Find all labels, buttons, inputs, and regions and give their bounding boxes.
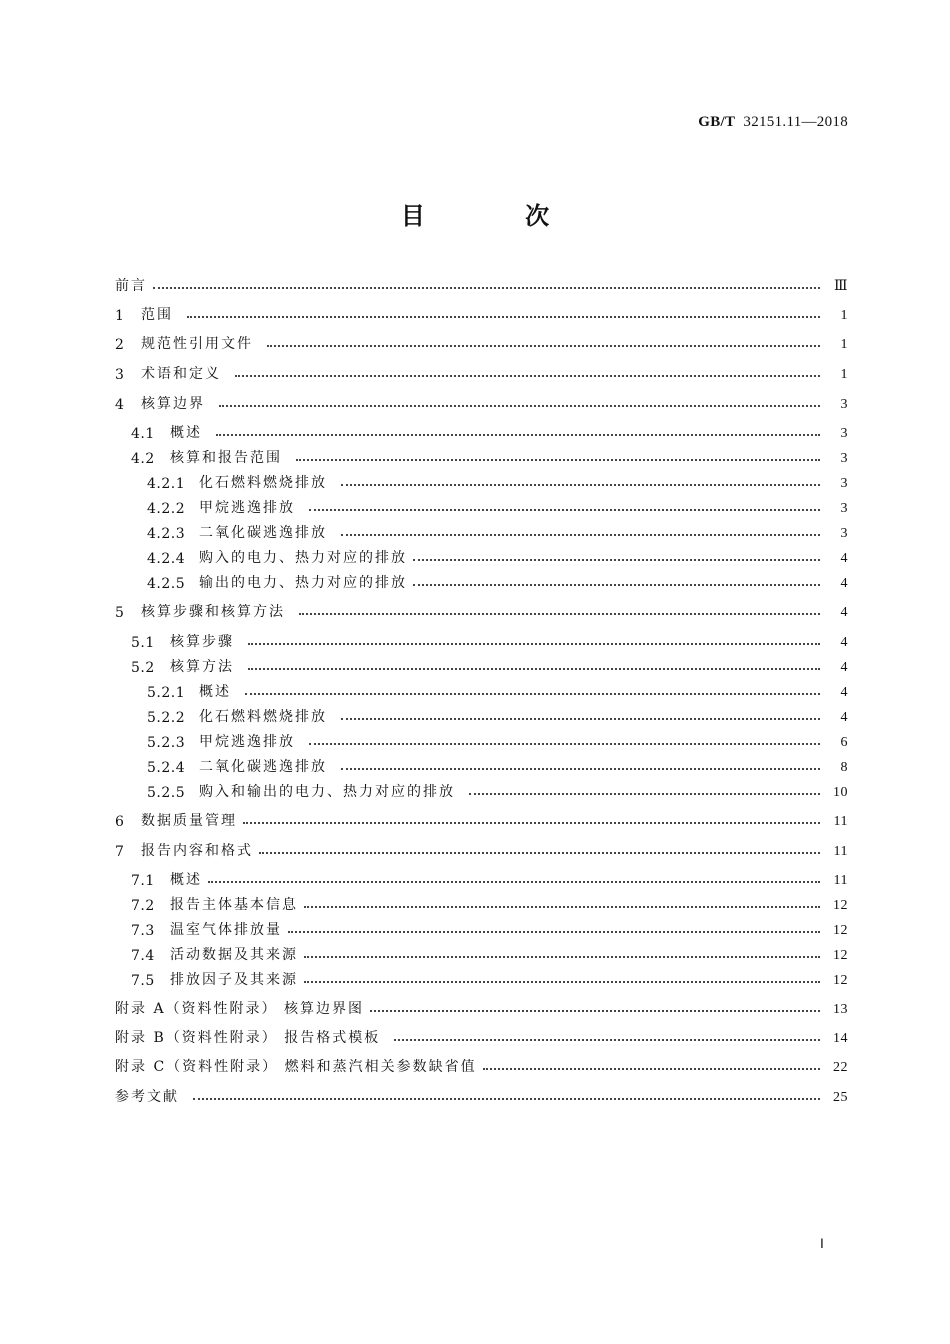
toc-row[interactable] — [0, 1025, 950, 1047]
toc-number: 4.2.4 — [147, 551, 186, 567]
toc-row[interactable] — [0, 679, 950, 701]
toc-row[interactable] — [0, 654, 950, 676]
toc-number: 7.3 — [131, 923, 155, 939]
toc-row[interactable] — [0, 808, 950, 830]
dot-leader — [219, 405, 820, 407]
toc-number: 5.2.1 — [147, 685, 186, 701]
page-title: 目 次 — [400, 202, 596, 230]
toc-page-number: 22 — [833, 1060, 848, 1075]
toc-number: 4.2.3 — [147, 526, 186, 542]
toc-row[interactable] — [0, 629, 950, 651]
toc-page-number: 4 — [840, 551, 848, 566]
toc-row[interactable] — [0, 445, 950, 467]
dot-leader — [193, 1098, 820, 1100]
dot-leader — [245, 693, 820, 695]
toc-number: 5.2.2 — [147, 710, 186, 726]
toc-number: 1 — [115, 308, 125, 324]
toc-page-number: 11 — [833, 873, 848, 888]
dot-leader — [248, 643, 820, 645]
toc-label: 报告内容和格式 — [141, 843, 253, 859]
toc-number: 3 — [115, 367, 125, 383]
toc-row[interactable] — [0, 779, 950, 801]
toc-number: 5.2 — [131, 660, 155, 676]
toc-label: 排放因子及其来源 — [170, 972, 298, 988]
toc-page-number: 3 — [840, 451, 848, 466]
toc-page-number: 8 — [840, 760, 848, 775]
dot-leader — [267, 345, 820, 347]
dot-leader — [248, 668, 820, 670]
standard-prefix: GB/T — [698, 114, 736, 130]
toc-label: 活动数据及其来源 — [170, 947, 298, 963]
toc-label: 术语和定义 — [141, 366, 221, 382]
toc-label: 核算步骤 — [170, 634, 234, 650]
toc-number: 5.1 — [131, 635, 155, 651]
toc-page-number: 14 — [833, 1031, 848, 1046]
toc-row[interactable] — [0, 942, 950, 964]
dot-leader — [299, 613, 820, 615]
dot-leader — [208, 881, 820, 883]
toc-page-number: Ⅲ — [833, 279, 848, 294]
toc-label: 核算方法 — [170, 659, 234, 675]
toc-label: 甲烷逃逸排放 — [199, 500, 295, 516]
dot-leader — [394, 1039, 820, 1041]
dot-leader — [413, 559, 820, 561]
toc-label: 范围 — [141, 307, 173, 323]
toc-row[interactable] — [0, 470, 950, 492]
dot-leader — [288, 931, 820, 933]
toc-label: 购入的电力、热力对应的排放 — [199, 550, 407, 566]
toc-page-number: 12 — [833, 948, 848, 963]
toc-number: 5.2.5 — [147, 785, 186, 801]
toc-label: 购入和输出的电力、热力对应的排放 — [199, 784, 455, 800]
toc-row[interactable] — [0, 892, 950, 914]
toc-page-number: 1 — [840, 367, 848, 382]
toc-label: 概述 — [199, 684, 231, 700]
toc-row[interactable] — [0, 838, 950, 860]
toc-label: 规范性引用文件 — [141, 336, 253, 352]
toc-number: 4.2.1 — [147, 476, 186, 492]
toc-number: 4.2.5 — [147, 576, 186, 592]
toc-row[interactable] — [0, 967, 950, 989]
toc-label: 概述 — [170, 425, 202, 441]
toc-number: 4 — [115, 397, 125, 413]
dot-leader — [304, 906, 820, 908]
toc-label: 化石燃料燃烧排放 — [199, 475, 327, 491]
toc-row[interactable] — [0, 302, 950, 324]
toc-number: 5 — [115, 605, 125, 621]
toc-page-number: 13 — [833, 1002, 848, 1017]
toc-row[interactable] — [0, 996, 950, 1018]
toc-label: 数据质量管理 — [141, 813, 237, 829]
toc-row[interactable] — [0, 545, 950, 567]
toc-row[interactable] — [0, 867, 950, 889]
toc-label: 概述 — [170, 872, 202, 888]
dot-leader — [259, 852, 820, 854]
toc-page-number: 11 — [833, 814, 848, 829]
toc-label: 附录 C（资料性附录） 燃料和蒸汽相关参数缺省值 — [115, 1059, 477, 1075]
toc-number: 5.2.3 — [147, 735, 186, 751]
toc-page-number: 12 — [833, 898, 848, 913]
toc-label: 参考文献 — [115, 1089, 179, 1105]
toc-row[interactable] — [0, 361, 950, 383]
dot-leader — [235, 375, 820, 377]
toc-number: 5.2.4 — [147, 760, 186, 776]
toc-page-number: 6 — [840, 735, 848, 750]
toc-page-number: 12 — [833, 973, 848, 988]
toc-label: 输出的电力、热力对应的排放 — [199, 575, 407, 591]
dot-leader — [370, 1010, 820, 1012]
toc-row[interactable] — [0, 599, 950, 621]
toc-row[interactable] — [0, 520, 950, 542]
toc-number: 7 — [115, 844, 125, 860]
toc-number: 6 — [115, 814, 125, 830]
toc-page-number: 4 — [840, 576, 848, 591]
toc-label: 化石燃料燃烧排放 — [199, 709, 327, 725]
toc-label: 甲烷逃逸排放 — [199, 734, 295, 750]
toc-page-number: 3 — [840, 501, 848, 516]
toc-number: 4.2.2 — [147, 501, 186, 517]
toc-page-number: 3 — [840, 526, 848, 541]
toc-page-number: 12 — [833, 923, 848, 938]
toc-row[interactable] — [0, 495, 950, 517]
toc-row[interactable] — [0, 391, 950, 413]
dot-leader — [341, 484, 820, 486]
toc-label: 核算和报告范围 — [170, 450, 282, 466]
dot-leader — [309, 509, 820, 511]
toc-page-number: 3 — [840, 426, 848, 441]
toc-page-number: 10 — [833, 785, 848, 800]
toc-row[interactable] — [0, 1054, 950, 1076]
dot-leader — [187, 316, 820, 318]
toc-page-number: 4 — [840, 685, 848, 700]
toc-label: 温室气体排放量 — [170, 922, 282, 938]
dot-leader — [216, 434, 820, 436]
toc-page-number: 3 — [840, 397, 848, 412]
dot-leader — [309, 743, 820, 745]
toc-number: 7.2 — [131, 898, 155, 914]
toc-row[interactable] — [0, 570, 950, 592]
toc-row[interactable] — [0, 754, 950, 776]
dot-leader — [296, 459, 820, 461]
dot-leader — [341, 718, 820, 720]
toc-number: 7.1 — [131, 873, 155, 889]
toc-page-number: 3 — [840, 476, 848, 491]
dot-leader — [304, 981, 820, 983]
toc-row[interactable] — [0, 331, 950, 353]
toc-page-number: 4 — [840, 605, 848, 620]
toc-number: 4.2 — [131, 451, 155, 467]
toc-page-number: 1 — [840, 337, 848, 352]
toc-row[interactable] — [0, 729, 950, 751]
toc-page-number: 4 — [840, 710, 848, 725]
standard-number: 32151.11—2018 — [743, 114, 848, 130]
toc-row[interactable] — [0, 420, 950, 442]
dot-leader — [304, 956, 820, 958]
toc-number: 7.4 — [131, 948, 155, 964]
dot-leader — [243, 822, 820, 824]
dot-leader — [341, 768, 820, 770]
dot-leader — [469, 793, 820, 795]
toc-label: 报告主体基本信息 — [170, 897, 298, 913]
page-folio: Ⅰ — [820, 1236, 824, 1251]
toc-page-number: 4 — [840, 660, 848, 675]
toc-page-number: 11 — [833, 844, 848, 859]
toc-label: 核算步骤和核算方法 — [141, 604, 285, 620]
toc-label: 二氧化碳逃逸排放 — [199, 759, 327, 775]
toc-page-number: 1 — [840, 308, 848, 323]
toc-page-number: 25 — [833, 1090, 848, 1105]
dot-leader — [483, 1068, 820, 1070]
toc-label: 二氧化碳逃逸排放 — [199, 525, 327, 541]
toc-row[interactable] — [0, 704, 950, 726]
toc-label: 前言 — [115, 278, 147, 294]
toc-row[interactable] — [0, 917, 950, 939]
toc-number: 7.5 — [131, 973, 155, 989]
toc-label: 附录 A（资料性附录） 核算边界图 — [115, 1001, 365, 1017]
dot-leader — [153, 287, 820, 289]
toc-label: 附录 B（资料性附录） 报告格式模板 — [115, 1030, 381, 1046]
toc-number: 4.1 — [131, 426, 155, 442]
dot-leader — [341, 534, 820, 536]
toc-row[interactable] — [0, 273, 950, 295]
toc-row[interactable] — [0, 1084, 950, 1106]
toc-number: 2 — [115, 337, 125, 353]
toc-label: 核算边界 — [141, 396, 205, 412]
toc-page-number: 4 — [840, 635, 848, 650]
dot-leader — [413, 584, 820, 586]
